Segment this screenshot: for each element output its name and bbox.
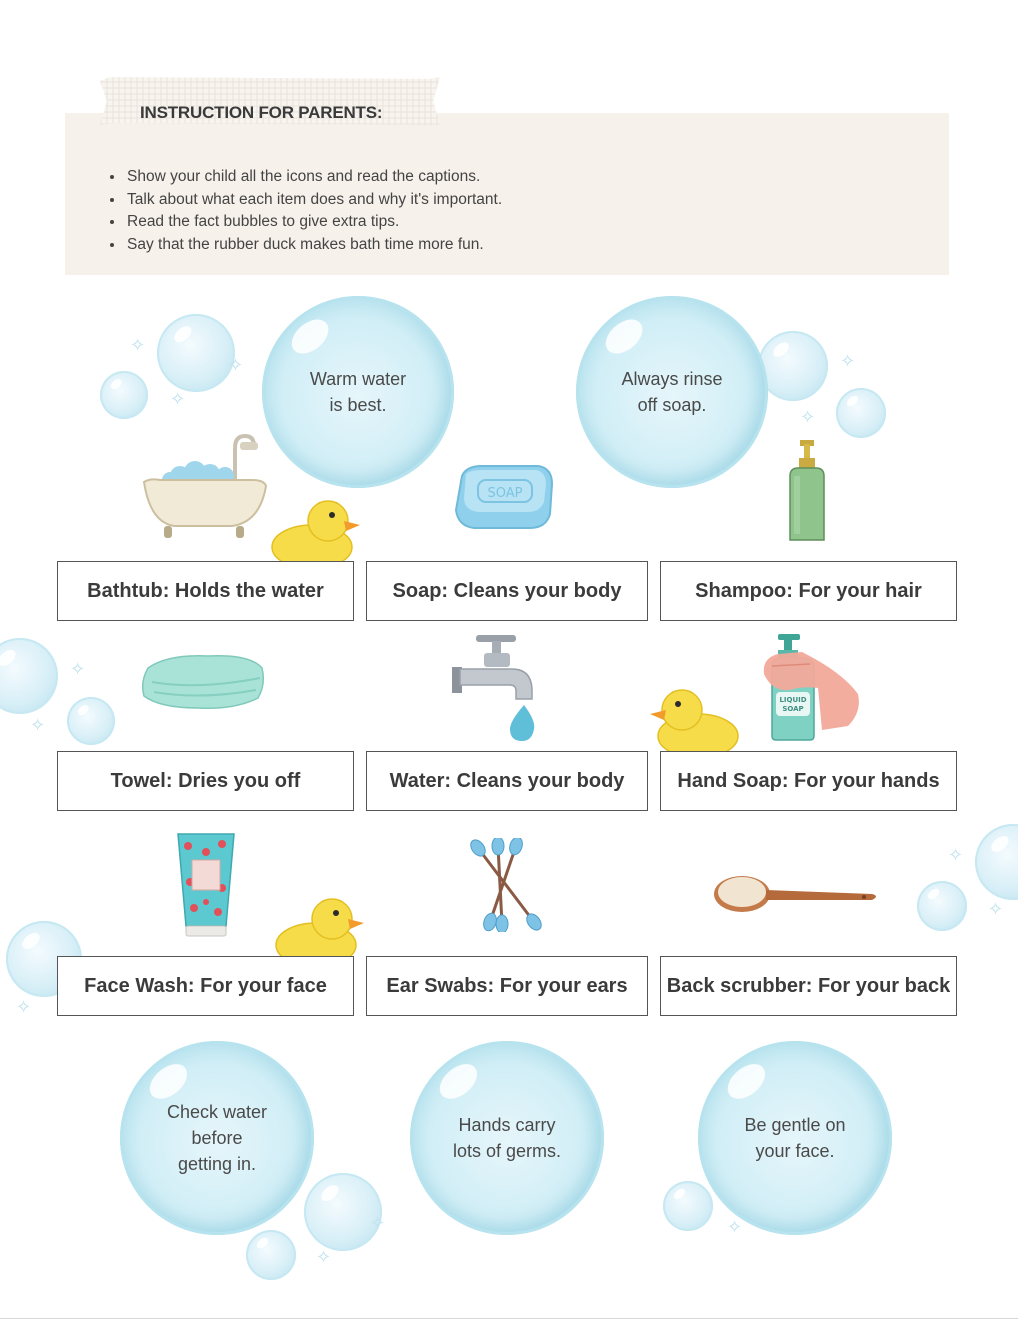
instructions-title: INSTRUCTION FOR PARENTS: xyxy=(140,103,383,122)
instruction-item: • Say that the rubber duck makes bath time more fun. xyxy=(125,234,502,257)
fact-bubble xyxy=(262,296,454,488)
sparkle-icon: ✧ xyxy=(988,899,1004,919)
sparkle-icon: ✧ xyxy=(316,1247,332,1267)
hand-soap-label-line1: LIQUID xyxy=(779,696,807,704)
page-divider xyxy=(0,1318,1018,1319)
ear-swabs-icon xyxy=(468,838,544,932)
fact-line: before xyxy=(191,1128,243,1148)
small-bubble-decoration xyxy=(0,638,58,714)
small-bubble-decoration xyxy=(100,371,148,419)
small-bubble-decoration xyxy=(246,1230,296,1280)
small-bubble-decoration xyxy=(917,881,967,931)
item-label-towel: Towel: Dries you off xyxy=(57,751,354,811)
small-bubble-decoration xyxy=(157,314,235,392)
small-bubble-decoration xyxy=(836,388,886,438)
towel-icon xyxy=(138,648,268,714)
soap-logo-text: SOAP xyxy=(487,486,523,501)
bathtub-icon xyxy=(140,430,270,542)
sparkle-icon: ✧ xyxy=(70,659,86,679)
back-scrubber-icon xyxy=(712,872,882,916)
sparkle-icon: ✧ xyxy=(228,355,244,375)
fact-line: lots of germs. xyxy=(452,1141,562,1161)
sparkle-icon: ✧ xyxy=(16,997,32,1017)
rubber-duck-icon xyxy=(270,497,362,571)
soap-icon xyxy=(452,462,556,532)
fact-bubble xyxy=(120,1041,314,1235)
fact-bubble xyxy=(698,1041,892,1235)
fact-line: Be gentle on xyxy=(744,1115,846,1135)
small-bubble-decoration xyxy=(975,824,1018,900)
shampoo-icon xyxy=(784,436,834,544)
fact-line: Hands carry xyxy=(458,1115,556,1135)
sparkle-icon: ✧ xyxy=(727,1217,743,1237)
sparkle-icon: ✧ xyxy=(30,715,46,735)
hand-soap-label-line2: SOAP xyxy=(782,705,804,713)
rubber-duck-icon xyxy=(648,686,740,760)
faucet-icon xyxy=(452,633,538,743)
fact-line: your face. xyxy=(755,1141,835,1161)
item-label-bathtub: Bathtub: Holds the water xyxy=(57,561,354,621)
fact-line: is best. xyxy=(329,395,387,415)
hand-soap-icon xyxy=(762,632,862,744)
sparkle-icon: ✧ xyxy=(170,389,186,409)
small-bubble-decoration xyxy=(67,697,115,745)
sparkle-icon: ✧ xyxy=(800,407,816,427)
fact-line: off soap. xyxy=(637,395,707,415)
item-label-face-wash: Face Wash: For your face xyxy=(57,956,354,1016)
face-wash-icon xyxy=(176,832,236,938)
sparkle-icon: ✧ xyxy=(370,1213,386,1233)
item-label-hand-soap: Hand Soap: For your hands xyxy=(660,751,957,811)
small-bubble-decoration xyxy=(758,331,828,401)
item-label-ear-swabs: Ear Swabs: For your ears xyxy=(366,956,648,1016)
item-label-water: Water: Cleans your body xyxy=(366,751,648,811)
fact-bubble xyxy=(576,296,768,488)
item-label-shampoo: Shampoo: For your hair xyxy=(660,561,957,621)
instruction-item: • Show your child all the icons and read the captions. xyxy=(125,166,502,189)
fact-line: Always rinse xyxy=(621,369,723,389)
fact-line: getting in. xyxy=(177,1154,257,1174)
item-label-back-scrubber: Back scrubber: For your back xyxy=(660,956,957,1016)
fact-line: Check water xyxy=(166,1102,268,1122)
item-label-soap: Soap: Cleans your body xyxy=(366,561,648,621)
fact-line: Warm water xyxy=(309,369,407,389)
sparkle-icon: ✧ xyxy=(130,335,146,355)
instructions-list xyxy=(107,166,502,256)
instruction-item: • Read the fact bubbles to give extra tips. xyxy=(125,211,502,234)
small-bubble-decoration xyxy=(663,1181,713,1231)
sparkle-icon: ✧ xyxy=(840,351,856,371)
fact-bubble xyxy=(410,1041,604,1235)
instruction-item: • Talk about what each item does and why it's important. xyxy=(125,189,502,212)
sparkle-icon: ✧ xyxy=(948,845,964,865)
small-bubble-decoration xyxy=(304,1173,382,1251)
